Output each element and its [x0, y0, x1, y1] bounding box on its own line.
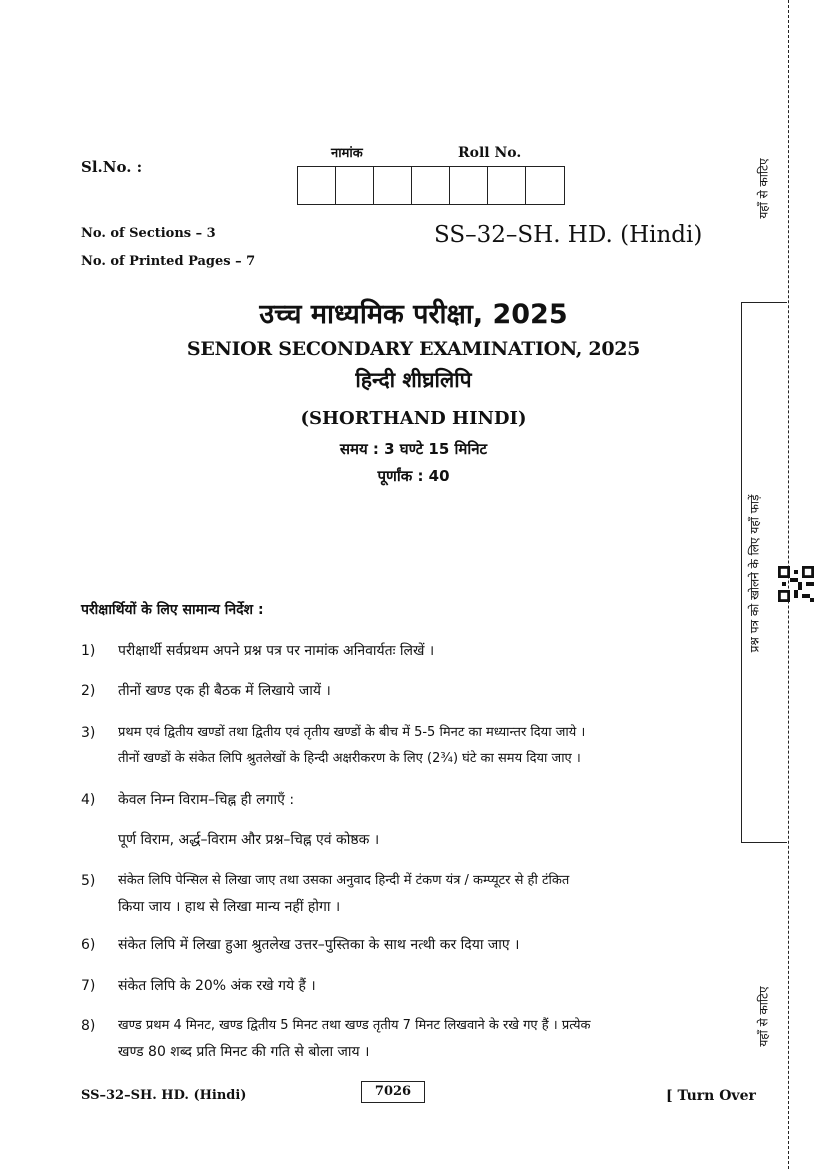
- tear-here-text: प्रश्न पत्र को खोलने के लिए यहाँ फाड़ें: [747, 494, 762, 653]
- roll-cell[interactable]: [450, 167, 488, 204]
- namank-label: नामांक: [331, 146, 363, 161]
- roll-cell[interactable]: [336, 167, 374, 204]
- instruction-number: 4): [81, 792, 96, 808]
- exam-time: समय : 3 घण्टे 15 मिनिट: [339, 440, 488, 458]
- instruction-line: संकेत लिपि में लिखा हुआ श्रुतलेख उत्तर–पुस्तिका के साथ नत्थी कर दिया जाए ।: [118, 937, 520, 953]
- instruction-line: परीक्षार्थी सर्वप्रथम अपने प्रश्न पत्र पर नामांक अनिवार्यतः लिखें ।: [118, 643, 435, 659]
- title-hindi: उच्च माध्यमिक परीक्षा, 2025: [259, 299, 568, 330]
- instruction-number: 5): [81, 873, 96, 889]
- instruction-line: खण्ड प्रथम 4 मिनट, खण्ड द्वितीय 5 मिनट तथा खण्ड तृतीय 7 मिनट लिखवाने के रखे गए हैं । प्रत्येक: [118, 1018, 591, 1033]
- sl-no-label: Sl.No. :: [81, 158, 143, 176]
- roll-cell[interactable]: [412, 167, 450, 204]
- instruction-number: 8): [81, 1018, 96, 1034]
- cut-here-bottom: यहाँ से काटिए: [756, 986, 771, 1047]
- instruction-line: संकेत लिपि के 20% अंक रखे गये हैं ।: [118, 978, 316, 994]
- instruction-number: 2): [81, 683, 96, 699]
- cut-here-top: यहाँ से काटिए: [756, 158, 771, 219]
- instruction-line: तीनों खण्डों के संकेत लिपि श्रुतलेखों के हिन्दी अक्षरीकरण के लिए (2¾) घंटे का समय दिया जाए ।: [118, 751, 581, 766]
- instruction-line: संकेत लिपि पेन्सिल से लिखा जाए तथा उसका अनुवाद हिन्दी में टंकण यंत्र / कम्प्यूटर से ही टंकित: [118, 873, 570, 888]
- roll-cell[interactable]: [298, 167, 336, 204]
- subject-english: (SHORTHAND HINDI): [300, 408, 527, 429]
- paper-code: SS–32–SH. HD. (Hindi): [434, 222, 703, 248]
- instruction-number: 1): [81, 643, 96, 659]
- turn-over: [ Turn Over: [666, 1088, 756, 1104]
- instruction-line: केवल निम्न विराम–चिह्न ही लगाएँ :: [118, 792, 295, 808]
- roll-cell[interactable]: [488, 167, 526, 204]
- instruction-number: 7): [81, 978, 96, 994]
- roll-cell[interactable]: [374, 167, 412, 204]
- roll-cell[interactable]: [526, 167, 564, 204]
- title-english: SENIOR SECONDARY EXAMINATION, 2025: [186, 338, 641, 360]
- instruction-line: पूर्ण विराम, अर्द्ध–विराम और प्रश्न–चिह्न एवं कोष्ठक ।: [118, 832, 380, 848]
- max-marks: पूर्णांक : 40: [377, 467, 450, 485]
- printed-pages-count: No. of Printed Pages – 7: [81, 254, 256, 269]
- roll-no-label: Roll No.: [458, 145, 522, 161]
- footer-code: SS–32–SH. HD. (Hindi): [81, 1088, 247, 1103]
- roll-number-grid[interactable]: [297, 166, 565, 205]
- instruction-line: किया जाय । हाथ से लिखा मान्य नहीं होगा ।: [118, 899, 341, 915]
- page-code-box: 7026: [361, 1081, 425, 1103]
- qr-code-icon: [778, 566, 814, 602]
- instruction-line: तीनों खण्ड एक ही बैठक में लिखाये जायें ।: [118, 683, 331, 699]
- instruction-line: प्रथम एवं द्वितीय खण्डों तथा द्वितीय एवं तृतीय खण्डों के बीच में 5-5 मिनट का मध्यान्तर दिया जाये ।: [118, 725, 586, 740]
- instruction-number: 3): [81, 725, 96, 741]
- subject-hindi: हिन्दी शीघ्रलिपि: [355, 368, 472, 392]
- sections-count: No. of Sections – 3: [81, 226, 216, 241]
- instruction-line: खण्ड 80 शब्द प्रति मिनट की गति से बोला जाय ।: [118, 1044, 370, 1060]
- instructions-heading: परीक्षार्थियों के लिए सामान्य निर्देश :: [81, 602, 264, 618]
- instruction-number: 6): [81, 937, 96, 953]
